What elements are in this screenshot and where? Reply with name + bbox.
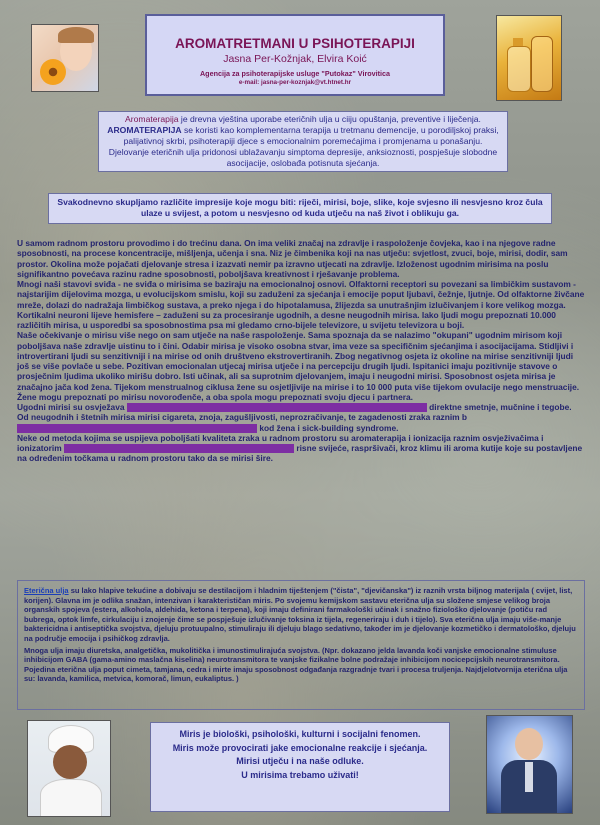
child-with-flower-photo [31, 24, 99, 92]
paragraph-end: direktne smetnje, mučnine i tegobe. [429, 402, 572, 412]
redaction-bar [64, 444, 294, 453]
closing-line: Miris može provocirati jake emocionalne reakcije i sjećanja. [172, 742, 428, 753]
paragraph-start: Ugodni mirisi su osvježava [17, 402, 125, 412]
closing-box [150, 722, 450, 812]
oils-term: Eterična ulja [24, 586, 69, 595]
paragraph-mid: a mirisi cigareta, znoja, zagušljivosti, neprozračivanje, te zagadenosti zraka raznim b [130, 412, 468, 423]
redaction-bar [17, 424, 257, 433]
intro-box [98, 111, 508, 172]
paragraph: Mnogi naši stavovi sviđa - ne sviđa o mirisima se baziraju na emocionalnoj osnovi. Olfaktorni receptori su povezani sa limbičkim sustavom - najstarijim dijelovima mozga, u evolucijskom smislu, koji su zaduženi za sjećanja i emocije poput ljubavi, čežnje, ljutnje. Od olfaktorne živčane mreže, dolazi do nadražaja limbičkog sustava, a preko njega i do hipotalamusa, žlijezda sa unutrašnjim izlučivanjem i kore velikog mozga. Kortikalni neuroni lijeve hemisfere – zaduženi su za procesiranje ugodnih, a desne neugodnih mirisa. Iako ljudi mogu prepoznati 10.000 različitih mirisa, u usporedbi sa sposobnostima psa mi gledamo crno-bijele televizore, u svijetu televizora u boji. [17, 279, 585, 330]
intro-term: Aromaterapija [125, 114, 179, 124]
intro-text-1: je drevna vještina uporabe eteričnih ulja u ciiju opuštanja, preventive i liječenja. [178, 114, 481, 124]
paragraph [17, 433, 587, 464]
paragraph [17, 412, 587, 433]
oils-text-1: su lako hlapive tekućine a dobivaju se destilacijom i hladnim tiještenjem ("čista", "djevičanska") iz raznih vrsta biljnog materijala ( cvijet, list, korijen). Glavna im je odlika snažan, intenzivan i karakterističan miris. Po svojemu kemijskom sastavu eterična ulja su složene smjese velikog broja organskih spojeva (estera, alkohola, aldehida, ketona i terpena), koji imaju definirani farmakološki učinak i snažno fiziološko djelovanje (potiču rad bubrega, optok limfe, cirkulaciju i znojenje čime se pospješuje izlučivanje toksina iz tijela, regeneriraju i duh i tijelo). Sva eterična ulja imaju više-manje baktericidna i antiseptička svojstva, djeluju protuupalno, stimuliraju ili djeluju blago sedativno, također im je djelovanje kozmetičko i dermatološko, djeluju na područje emocija i psihičkog zdravlja. [24, 586, 576, 643]
impressions-box: Svakodnevno skupljamo različite impresije koje mogu biti: riječi, mirisi, boje, slike, koje svjesno ili nesvjesno kroz čula ulaze u svijest, a potom u nesvjesno od kuda utječu na naš život i oblikuju ga. [48, 193, 552, 224]
paragraph: Mnoga ulja imaju diuretska, analgetička, mukolitička i imunostimulirajuća svojstva. (Npr. dokazano jelda lavanda koči vanjske emocionalne stimuluse inhibicijom GABA (gama-amino maslačna kiselina) neurotransmitora te vanjske fizikalne bolne podražaje inhibicijom nocicepcijskih neurotransmitora. Pojedina eterična ulja poput cimeta, tamjana, cedra i mirte imaju sposobnost odgađanja razgradnje tvari i procesa truljenja. Najdjelotvornija eterična ulja su: lavanda, kamilica, metvica, komorač, limun, eukaliptus. ) [24, 645, 568, 684]
agency: Agencija za psihoterapijske usluge "Putokaz" Virovitica [199, 69, 391, 78]
woman-in-towel-photo [27, 720, 111, 817]
paragraph-start: Neke od metoda kojima se uspijeva poboljšati kvaliteta zraka u radnom prostoru su aromaterapija i ionizacija raznim osvježivačima i ionizatorim [17, 432, 544, 454]
closing-line: Miris je biološki, psihološki, kulturni i socijalni fenomen. [179, 729, 421, 739]
intro-text-3: Djelovanje eteričnih ulja pridonosi ublažavanju simptoma depresije, anksioznosti, pospješuje slobodne asocijacije, oslobađa potisnuta sjećanja. [108, 147, 498, 168]
redaction-bar [127, 403, 427, 412]
closing-line: Mirisi utječu i na naše odluke. [236, 756, 364, 766]
authors: Jasna Per-Kožnjak, Elvira Koić [223, 53, 367, 65]
paragraph: Naše očekivanje o mirisu više nego on sam utječe na naše raspoloženje. Sama spoznaja da se nalazimo "okupani" ugodnim mirisom koji poboljšava naše zdravlje uistinu to i čini. Odabir mirisa je visoko osobna stvar, ima veze sa specifičnim sjećanjima i asocijacijama. Stidljivi i introvertirani ljudi su senzitivniji i na mirise od onih društveno ekstrovertiranih. Zbog negativnog osjeta iz okoline na mirise senzitivniji ljudi još se više povlače u sebe. Pozitivan emocionalan utjecaj mirisa utječe i na percepciju drugih ljudi. Ispitanici imaju pozitivnije stavove o prosječnim ljudima ukoliko mirišu dobro. Isti učinak, ali sa suprotnim djelovanjem, imaju i neugodni mirisi. Sposobnost osjeta mirisa je značajno jača kod žena. Tijekom menstrualnog ciklusa žene su osjetljivije na mirise i to 10 000 puta više tijekom ovulacije nego menstruacije. Žene mogu prepoznati po mirisu novorođenče, a oba spola mogu prepoznati svoju djecu i partnera. [17, 330, 580, 402]
paragraph-end: kod žena i sick-building syndrome. [259, 422, 399, 433]
paragraph [17, 402, 587, 412]
paragraph-start: Od neugodnih i štetnih miris [17, 412, 131, 423]
paragraph [24, 586, 578, 644]
closing-line: U mirisima trebamo uživati! [241, 769, 359, 780]
perfume-bottles-photo [496, 15, 562, 101]
poster-title: AROMATRETMANI U PSIHOTERAPIJI [175, 36, 415, 51]
paragraph-end: kroz klimu ili aroma kutije koje su postavljene na određenim točkama u radnom prostoru tako da se mirisi šire. [17, 443, 583, 464]
paragraph-mid: risne svijeće, raspršivači, [296, 443, 398, 454]
main-text [17, 238, 587, 464]
intro-text-2: se koristi kao komplementarna terapija u tretmanu demencije, u porodiljskoj praksi, palijativnoj skrbi, psihoterapiji djece s emocionalnim poremećajima i promjenama u ponašanju. [123, 125, 499, 146]
email: e-mail: jasna-per-koznjak@vt.htnet.hr [238, 79, 352, 86]
businessman-photo [486, 715, 573, 814]
intro-term-2: AROMATERAPIJA [107, 125, 182, 135]
paragraph: U samom radnom prostoru provodimo i do trećinu dana. On ima veliki značaj na zdravlje i raspoloženje čovjeka, kao i na njegove radne sposobnosti, na procese koncentracije, mišljenja, učenja i sna. Niz je čimbenika koji na nas utječu: svjetlost, zvuci, boje, mirisi, dodir, sam prostor. Okolina može pojačati djelovanje stresa i izazvati nemir pa izravno utjecati na zdravlje. Izloženost ugodnim mirisima na poslu signifikantno povećava razinu radne sposobnosti, pobolјšava kreativnost i rješavanje problema. [17, 238, 568, 279]
poster-title-box [145, 14, 445, 96]
essential-oils-box [17, 580, 585, 710]
